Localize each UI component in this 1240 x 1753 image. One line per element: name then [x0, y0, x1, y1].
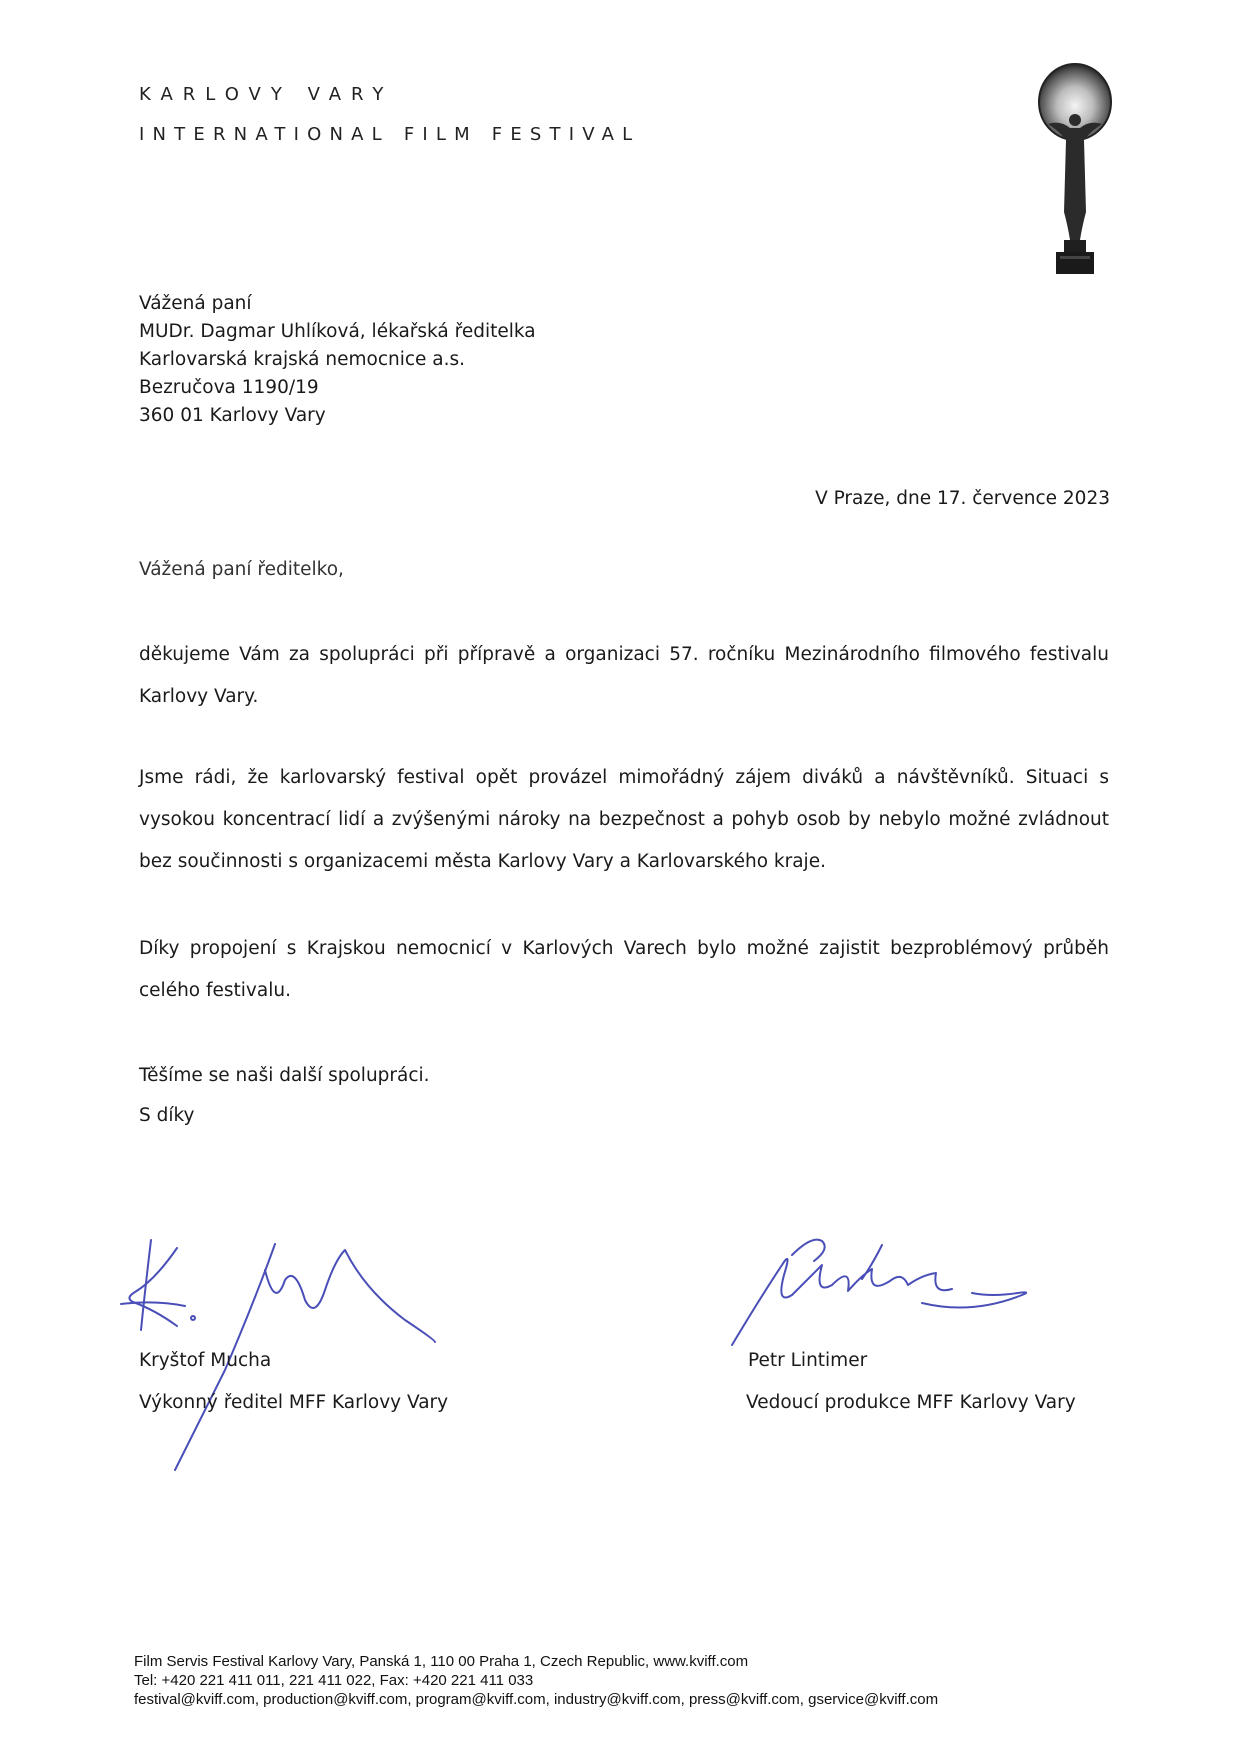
signatory-left-name: Kryštof Mucha [139, 1350, 272, 1371]
letter-date: V Praze, dne 17. července 2023 [815, 488, 1110, 509]
crystal-globe-trophy-icon [1030, 62, 1120, 282]
closing [139, 1056, 430, 1136]
footer [134, 1652, 938, 1709]
footer-address: Film Servis Festival Karlovy Vary, Panská 1, 110 00 Praha 1, Czech Republic, www.kviff.com [134, 1653, 749, 1670]
recipient-organization: Karlovarská krajská nemocnice a.s. [139, 349, 466, 370]
body-paragraph-2: Jsme rádi, že karlovarský festival opět provázel mimořádný zájem diváků a návštěvníků. Situaci s vysokou koncentrací lidí a zvýšenými nároky na bezpečnost a pohyb osob by nebylo možné zvládnout bez součinnosti s organizacemi města Karlovy Vary a Karlovarského kraje. [139, 767, 1109, 872]
festival-name: KARLOVY VARY [139, 84, 394, 105]
recipient-salutation-line: Vážená paní [139, 293, 252, 314]
recipient-street: Bezručova 1190/19 [139, 377, 319, 398]
body-paragraph-3: Díky propojení s Krajskou nemocnicí v Karlových Varech bylo možné zajistit bezproblémový průběh celého festivalu. [139, 938, 1109, 1001]
recipient-city: 360 01 Karlovy Vary [139, 405, 326, 426]
recipient-address [139, 290, 536, 430]
closing-line-2: S díky [139, 1105, 195, 1126]
signatory-right-title: Vedoucí produkce MFF Karlovy Vary [746, 1392, 1076, 1413]
festival-subtitle: INTERNATIONAL FILM FESTIVAL [139, 124, 641, 145]
signatory-left-title: Výkonný ředitel MFF Karlovy Vary [139, 1392, 449, 1413]
body-paragraph-1: děkujeme Vám za spolupráci při přípravě a organizaci 57. ročníku Mezinárodního filmového festivalu Karlovy Vary. [139, 644, 1109, 707]
footer-phone: Tel: +420 221 411 011, 221 411 022, Fax: +420 221 411 033 [134, 1672, 534, 1689]
recipient-name: MUDr. Dagmar Uhlíková, lékařská ředitelka [139, 321, 536, 342]
signatory-right-name: Petr Lintimer [748, 1350, 868, 1371]
signature-right [722, 1235, 1042, 1355]
closing-line-1: Těšíme se naši další spolupráci. [139, 1065, 430, 1086]
footer-emails: festival@kviff.com, production@kviff.com, program@kviff.com, industry@kviff.com, press@kviff.com, gservice@kviff.com [134, 1691, 939, 1708]
letter-salutation: Vážená paní ředitelko, [139, 559, 344, 580]
